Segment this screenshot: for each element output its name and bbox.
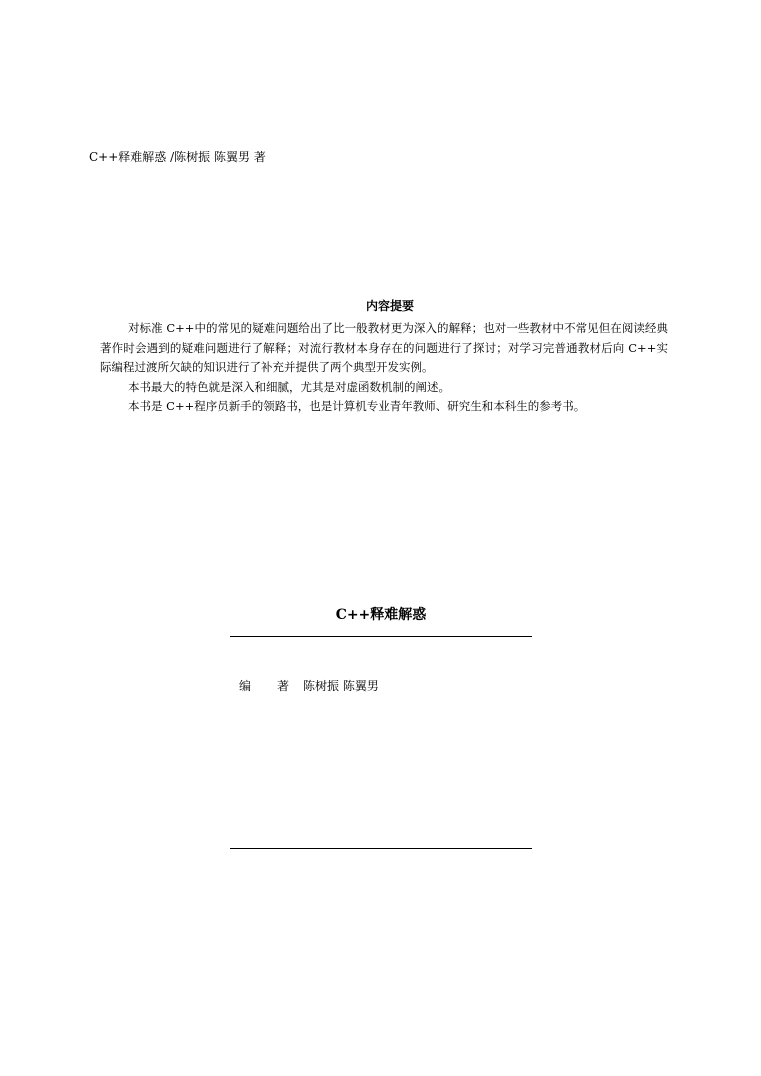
imprint-title: C++释难解惑 — [335, 607, 427, 623]
imprint-bottom-rule — [230, 848, 532, 849]
author-credit — [239, 678, 379, 694]
abstract-paragraph-1: 对标准 C++中的常见的疑难问题给出了比一般教材更为深入的解释；也对一些教材中不常见但在阅读经典著作时会遇到的疑难问题进行了解释；对流行教材本身存在的问题进行了探讨；对学习完普通教材后向 C++实际编程过渡所欠缺的知识进行了补充并提供了两个典型开发实例。 — [100, 321, 668, 374]
abstract-paragraph-2: 本书最大的特色就是深入和细腻，尤其是对虚函数机制的阐述。 — [128, 379, 450, 394]
role-char-bian: 编 — [239, 679, 252, 693]
role-char-zhu: 著 — [277, 679, 290, 693]
imprint-top-rule — [230, 636, 532, 637]
author-names: 陈树振 陈翼男 — [303, 679, 379, 693]
abstract-section — [100, 298, 668, 417]
abstract-heading: 内容提要 — [365, 299, 414, 313]
abstract-paragraph-3: 本书是 C++程序员新手的领路书，也是计算机专业青年教师、研究生和本科生的参考书。 — [128, 399, 586, 413]
cip-line: C++释难解惑 /陈树振 陈翼男 著 — [89, 150, 266, 164]
